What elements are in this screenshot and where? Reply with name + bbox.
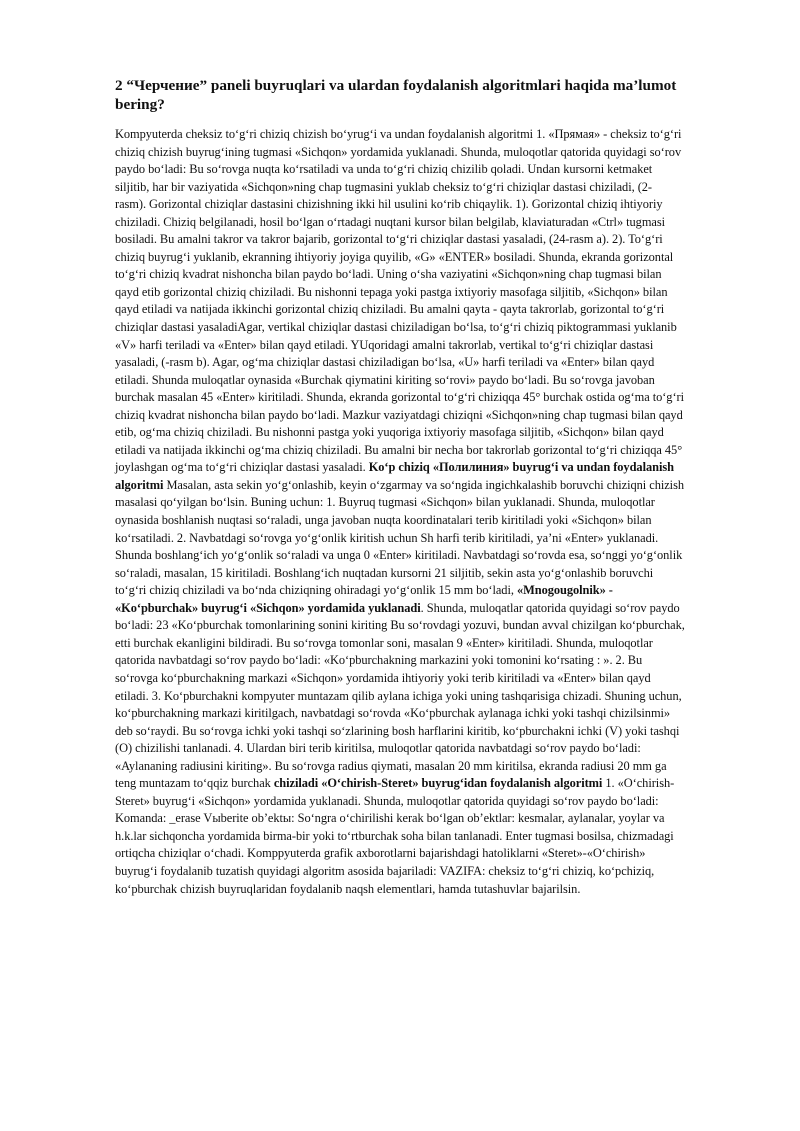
document-page bbox=[115, 76, 685, 898]
body-text-1: Kompyuterda cheksiz toʻgʻri chiziq chizish boʻyrugʻi va undan foydalanish algoritmi 1. «Прямая» - cheksiz toʻgʻri chiziq chizish buyrugʻining tugmasi «Sichqon» yordamida yuklanadi. Shunda, muloqotlar qatorida quyidagi soʻrov paydo boʻladi: Bu soʻrovga nuqta koʻrsatiladi va unda toʻgʻri chiziq chizilib qoladi. Undan kursorni ketmaket siljitib, har bir vaziyatida «Sichqon»ning chap tugmasini yuklab cheksiz toʻgʻri chiziqlar dastasi chiziladi, (2- rasm). Gorizontal chiziqlar dastasini chizishning ikki hil usulini koʻrib chiqaylik. 1). Gorizontal chiziq ihtiyoriy chiziladi. Chiziq belgilanadi, hosil boʻlgan oʻrtadagi nuqtani kursor bilan belgilab, klaviaturadan «Ctrl» tugmasi bosiladi. Bu amalni takror va takror bajarib, gorizontal toʻgʻri chiziqlar dastasi yasaladi, (24-rasm a). 2). Toʻgʻri chiziq buyrugʻi yuklanib, ekranning ihtiyoriy joyiga quyilib, «G» «ENTER» bosiladi. Shunda, ekranda gorizontal toʻgʻri chiziq kvadrat nishoncha bilan paydo boʻladi. Uning oʻsha vaziyatini «Sichqon»ning chap tugmasi bilan qayd etib gorizontal chiziq chiziladi. Bu nishonni tepaga yoki pastga ixtiyoriy masofaga siljitib, «Sichqon» bilan qayd etiladi va natijada ikkinchi gorizontal chiziq chiziladi. Bu amalni qayta - qayta takrorlab, gorizontal toʻgʻri chiziqlar dastasi yasaladiAgar, vertikal chiziqlar dastasi chiziladigan boʻlsa, toʻgʻri chiziq piktogrammasi yuklanib «V» harfi teriladi va «Enter» bilan qayd etiladi. YUqoridagi amalni takrorlab, vertikal toʻgʻri chiziqlar dastasi yasaladi, (-rasm b). Agar, ogʻma chiziqlar dastasi chiziladigan boʻlsa, «U» harfi teriladi va «Enter» bilan qayd etiladi. Shunda muloqatlar oynasida «Burchak qiymatini kiriting soʻrovi» paydo boʻladi. Bu soʻrovga javoban burchak masalan 45 «Enter» kiritiladi. Shunda, ekranda gorizontal toʻgʻri chiziqqa 45° burchak ostida ogʻma toʻgʻri chiziq kvadrat nishoncha bilan paydo boʻladi. Mazkur vaziyatdagi chiziqni «Sichqon»ning chap tugmasi bilan qayd etib, ogʻma chiziq chiziladi. Bu nishonni pastga yoki yuqoriga ixtiyoriy masofaga siljitib, «Sichqon» bilan qayd etiladi va natijada ikkinchi ogʻma chiziq chiziladi. Bu amalni bir necha bor takrorlab gorizontal toʻgʻri chiziqqa 45° joylashgan ogʻma toʻgʻri chiziqlar dastasi yasaladi. bbox=[115, 127, 685, 475]
document-body bbox=[115, 126, 685, 898]
body-text-4: 1. «Oʻchirish-Steret» buyrugʻi «Sichqon» yordamida yuklanadi. Shunda, muloqotlar qatorida quyidagi soʻrov paydo boʻladi: Komanda: _erase Vыberite obʼektы: Soʻngra oʻchirilishi kerak boʻlgan obʼektlar: kesmalar, aylanalar, yoylar va h.k.lar sichqoncha yordamida birma-bir yoki toʻrtburchak soha bilan tanlanadi. Enter tugmasi bosilsa, chizmadagi ortiqcha chiziqlar oʻchadi. Komppyuterda grafik axborotlarni bajarishdagi hatoliklarni «Steret»-«Oʻchirish» buyrugʻi foydalanib tuzatish quyidagi algoritm asosida bajariladi: VAZIFA: cheksiz toʻgʻri chiziq, koʻpchiziq, koʻpburchak chizish buyruqlaridan foydalanib naqsh elementlari, hamda tutashuvlar bajarilsin. bbox=[115, 776, 675, 896]
document-title: 2 “Черчение” paneli buyruqlari va ulardan foydalanish algoritmlari haqida ma’lumot bering? bbox=[115, 77, 677, 113]
bold-heading-polygon: «Mnogougolnik» - «Koʻpburchak» buyrugʻi «Sichqon» yordamida yuklanadi bbox=[115, 583, 613, 615]
body-text-2: Masalan, asta sekin yoʻgʻonlashib, keyin oʻzgarmay va soʻngida ingichkalashib boruvchi chiziqni chizish masalasi qoʻyilgan boʻlsin. Buning uchun: 1. Buyruq tugmasi «Sichqon» bilan yuklanadi. Shunda, muloqotlar oynasida boshlanish nuqtasi soʻraladi, unga javoban nuqta koordinatalari terib kiritiladi yoki «Sichqon» bilan koʻrsatiladi. 2. Navbatdagi soʻrovga yoʻgʻonlik kiritish uchun Sh harfi terib kiritiladi, yaʼni «Enter» yuklanadi. Shunda boshlangʻich yoʻgʻonlik soʻraladi va unga 0 «Enter» kiritiladi. Navbatdagi soʻrovda esa, soʻnggi yoʻgʻonlik soʻraladi, masalan, 15 kiritiladi. Boshlangʻich nuqtadan kursorni 21 siljitib, sekin asta yoʻgʻonlashib boruvchi toʻgʻri chiziq chiziladi va boʻnda chiziqning ohiradagi yoʻgʻonlik 15 mm boʻladi, bbox=[115, 477, 684, 598]
body-text-3: . Shunda, muloqatlar qatorida quyidagi soʻrov paydo boʻladi: 23 «Koʻpburchak tomonlarining sonini kiriting Bu soʻrovdagi yozuvi, bundan avval chizilgan koʻpburchak, etti burchak ekanligini bildiradi. Bu soʻrovga tomonlar soni, masalan 9 «Enter» kiritiladi. Shunda, muloqotlar qatorida navbatdagi soʻrov paydo boʻladi: «Koʻpburchakning markazini yoki tomonini koʻrsating : ». 2. Bu soʻrovga koʻpburchakning markazi «Sichqon» yordamida ihtiyoriy yoki terib kiritiladi va «Enter» bilan qayd etiladi. 3. Koʻpburchakni kompyuter muntazam qilib aylana ichiga yoki uning tashqarisiga chizadi. Shuning uchun, koʻpburchakning markazi kiritilgach, navbatdagi soʻrovda «Koʻpburchak aylanaga ichki yoki tashqi chizilsinmi» deb soʻraydi. Bu soʻrovga ichki yoki tashqi soʻzlarining bosh harflarini kiritib, koʻpburchakni ichki (V) yoki tashqi (O) chizilishi tanlanadi. 4. Ulardan biri terib kiritilsa, muloqotlar qatorida navbatdagi soʻrov paydo boʻladi: «Aylananing radiusini kiriting». Bu soʻrovga radius qiymati, masalan 20 mm kiritilsa, ekranda radiusi 20 mm ga teng muntazam toʻqqiz burchak bbox=[115, 600, 685, 791]
bold-heading-erase: chiziladi «Oʻchirish-Steret» buyrugʻidan foydalanish algoritmi bbox=[273, 776, 603, 791]
bold-heading-polyline: Koʻp chiziq «Полилиния» buyrugʻi va undan foydalanish algoritmi bbox=[115, 460, 674, 492]
